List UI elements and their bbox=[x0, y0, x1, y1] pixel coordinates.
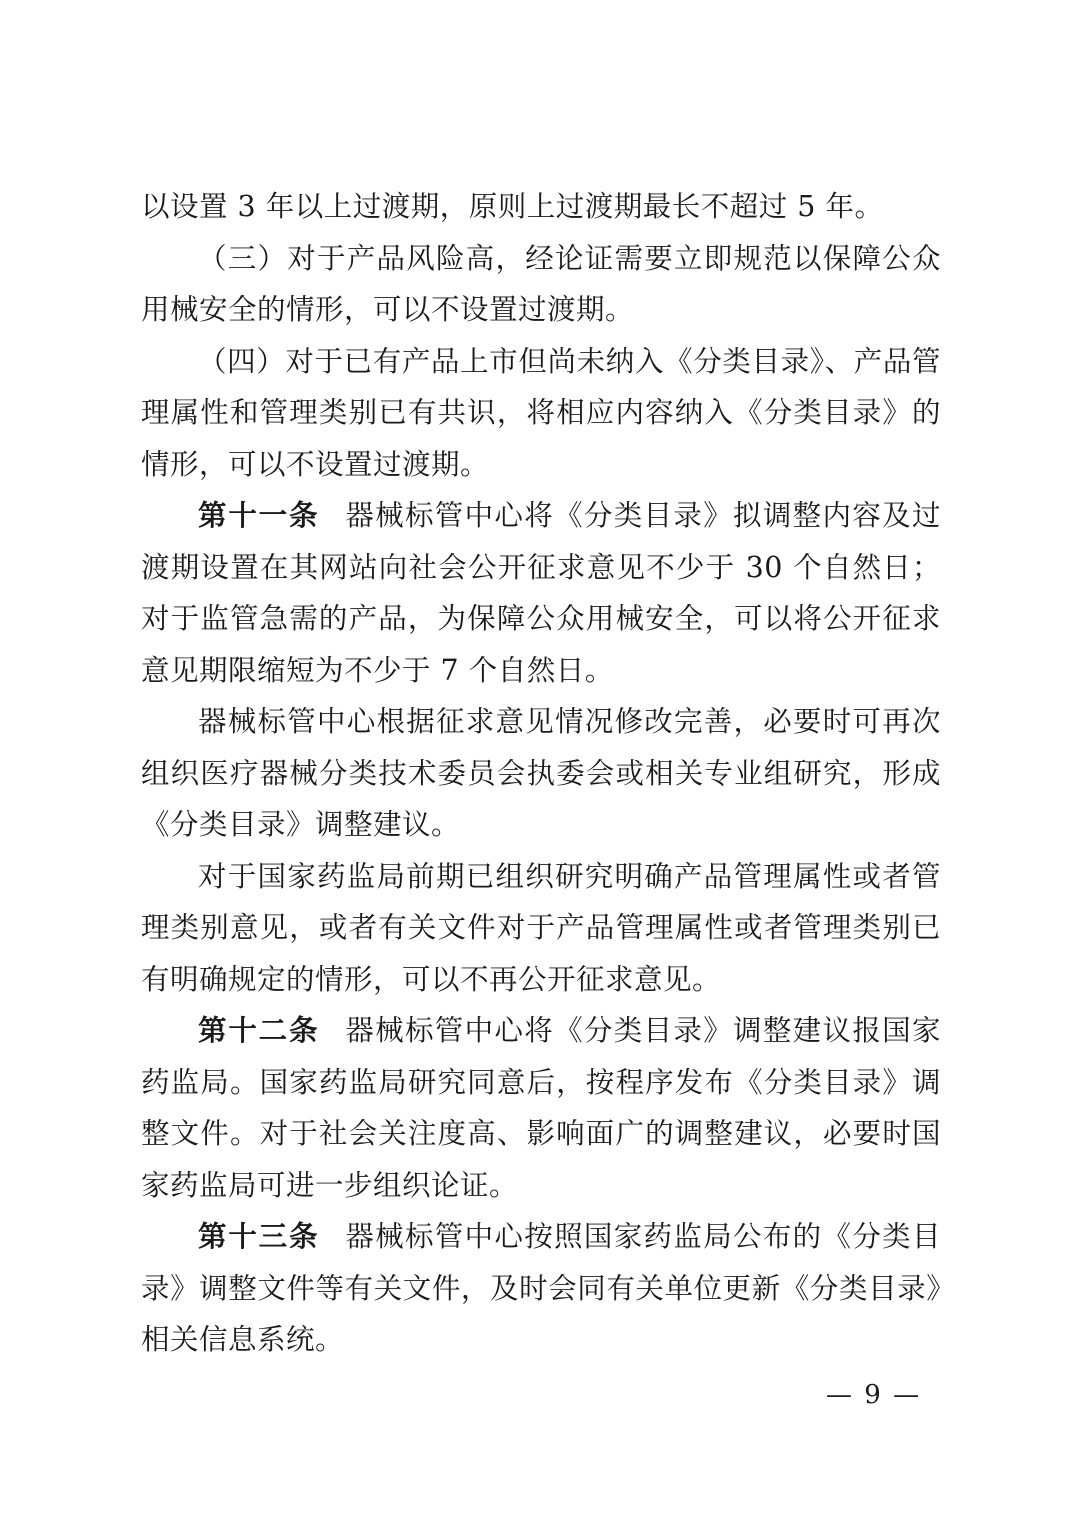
article-twelve bbox=[141, 1005, 941, 1211]
article-number: 第十二条 bbox=[198, 1014, 320, 1047]
paragraph-text: （三）对于产品风险高，经论证需要立即规范以保障公众用械安全的情形，可以不设置过渡期。 bbox=[141, 241, 941, 326]
paragraph-item-four bbox=[141, 336, 941, 491]
paragraph-text: 器械标管中心根据征求意见情况修改完善，必要时可再次组织医疗器械分类技术委员会执委会或相关专业组研究，形成《分类目录》调整建议。 bbox=[141, 705, 941, 841]
paragraph-revision bbox=[141, 696, 941, 851]
article-number: 第十三条 bbox=[198, 1220, 320, 1253]
paragraph-text: 器械标管中心将《分类目录》调整建议报国家药监局。国家药监局研究同意后，按程序发布《分类目录》调整文件。对于社会关注度高、影响面广的调整建议，必要时国家药监局可进一步组织论证。 bbox=[141, 1014, 941, 1202]
paragraph-exemption bbox=[141, 851, 941, 1006]
paragraph-text: 器械标管中心按照国家药监局公布的《分类目录》调整文件等有关文件，及时会同有关单位更新《分类目录》相关信息系统。 bbox=[141, 1220, 941, 1356]
article-number: 第十一条 bbox=[198, 499, 320, 532]
page-number: — 9 — bbox=[826, 1380, 922, 1410]
paragraph-item-three bbox=[141, 233, 941, 336]
paragraph-text: 以设置 3 年以上过渡期，原则上过渡期最长不超过 5 年。 bbox=[141, 190, 884, 223]
document-body bbox=[141, 181, 941, 1366]
article-eleven bbox=[141, 490, 941, 696]
paragraph-text: 对于国家药监局前期已组织研究明确产品管理属性或者管理类别意见，或者有关文件对于产品管理属性或者管理类别已有明确规定的情形，可以不再公开征求意见。 bbox=[141, 859, 941, 996]
paragraph-transition-period-end bbox=[141, 181, 941, 233]
paragraph-text: （四）对于已有产品上市但尚未纳入《分类目录》、产品管理属性和管理类别已有共识，将相应内容纳入《分类目录》的情形，可以不设置过渡期。 bbox=[141, 344, 941, 481]
paragraph-text: 器械标管中心将《分类目录》拟调整内容及过渡期设置在其网站向社会公开征求意见不少于 30 个自然日；对于监管急需的产品，为保障公众用械安全，可以将公开征求意见期限缩短为不少于 7 个自然日。 bbox=[141, 499, 941, 687]
article-thirteen bbox=[141, 1211, 941, 1366]
